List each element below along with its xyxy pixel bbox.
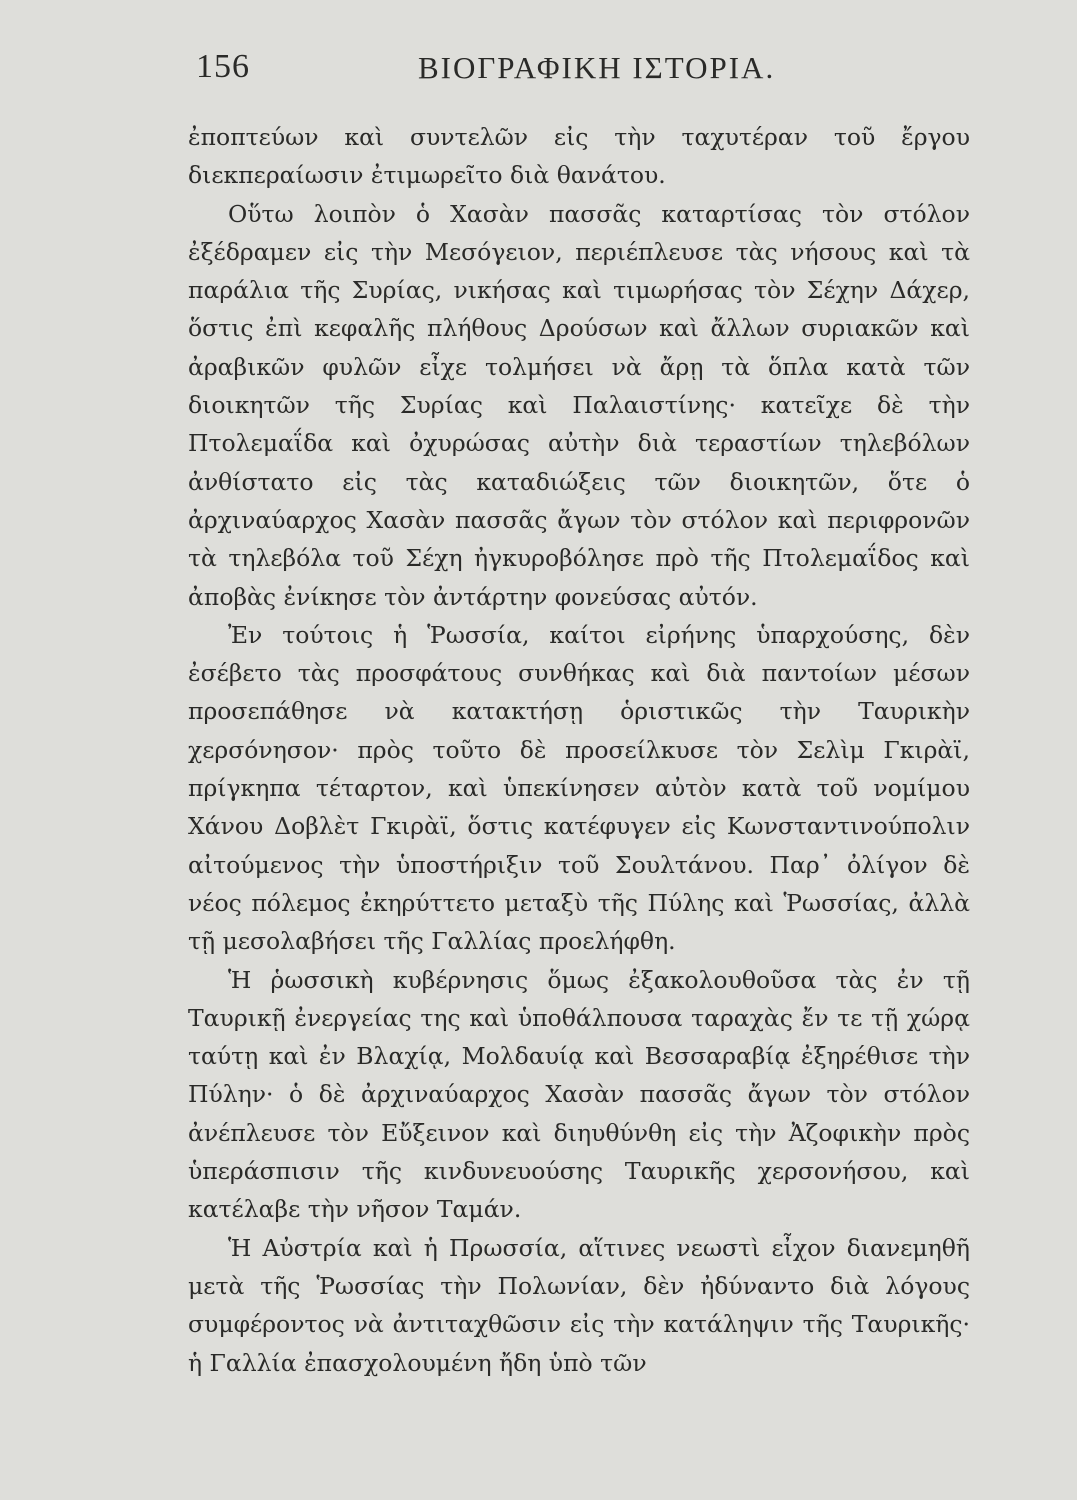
paragraph-austria-prussia: Ἡ Αὐστρία καὶ ἡ Πρωσσία, αἵτινες νεωστὶ εἶχον διανεμηθῆ μετὰ τῆς Ῥωσσίας τὴν Πολωνίαν, δὲν ἠδύναντο διὰ λόγους συμφέροντος νὰ ἀντιταχθῶσιν εἰς τὴν κατάληψιν τῆς Ταυρικῆς· ἡ Γαλλία ἐπασχολουμένη ἤδη ὑπὸ τῶν: [188, 1233, 970, 1377]
page-header: [190, 48, 970, 98]
running-title: ΒΙΟΓΡΑΦΙΚΗ ΙΣΤΟΡΙΑ.: [418, 50, 776, 85]
paragraph-hasan-fleet: Οὕτω λοιπὸν ὁ Χασὰν πασσᾶς καταρτίσας τὸν στόλον ἐξέδραμεν εἰς τὴν Μεσόγειον, περιέπλευσε τὰς νήσους καὶ τὰ παράλια τῆς Συρίας, νικήσας καὶ τιμωρήσας τὸν Σέχην Δάχερ, ὅστις ἐπὶ κεφαλῆς πλήθους Δρούσων καὶ ἄλλων συριακῶν καὶ ἀραβικῶν φυλῶν εἶχε τολμήσει νὰ ἄρῃ τὰ ὅπλα κατὰ τῶν διοικητῶν τῆς Συρίας καὶ Παλαιστίνης· κατεῖχε δὲ τὴν Πτολεμαΐδα καὶ ὀχυρώσας αὐτὴν διὰ τεραστίων τηλεβόλων ἀνθίστατο εἰς τὰς καταδιώξεις τῶν διοικητῶν, ὅτε ὁ ἀρχιναύαρχος Χασὰν πασσᾶς ἄγων τὸν στόλον καὶ περιφρονῶν τὰ τηλεβόλα τοῦ Σέχη ἠγκυροβόλησε πρὸ τῆς Πτολεμαΐδος καὶ ἀποβὰς ἐνίκησε τὸν ἀντάρτην φονεύσας αὐτόν.: [188, 199, 970, 611]
page-number: 156: [196, 48, 250, 85]
body-text: [188, 118, 970, 1382]
paragraph-continuation: ἐποπτεύων καὶ συντελῶν εἰς τὴν ταχυτέραν τοῦ ἔργου διεκπεραίωσιν ἐτιμωρεῖτο διὰ θανάτου.: [188, 123, 970, 190]
paragraph-russia-crimea: Ἐν τούτοις ἡ Ῥωσσία, καίτοι εἰρήνης ὑπαρχούσης, δὲν ἐσέβετο τὰς προσφάτους συνθήκας καὶ διὰ παντοίων μέσων προσεπάθησε νὰ κατακτήσῃ ὁριστικῶς τὴν Ταυρικὴν χερσόνησον· πρὸς τοῦτο δὲ προσείλκυσε τὸν Σελὶμ Γκιρὰϊ, πρίγκηπα τέταρτον, καὶ ὑπεκίνησεν αὐτὸν κατὰ τοῦ νομίμου Χάνου Δοβλὲτ Γκιρὰϊ, ὅστις κατέφυγεν εἰς Κωνσταντινούπολιν αἰτούμενος τὴν ὑποστήριξιν τοῦ Σουλτάνου. Παρ᾽ ὀλίγον δὲ νέος πόλεμος ἐκηρύττετο μεταξὺ τῆς Πύλης καὶ Ῥωσσίας, ἀλλὰ τῇ μεσολαβήσει τῆς Γαλλίας προελήφθη.: [188, 620, 970, 956]
paragraph-russian-government: Ἡ ῥωσσικὴ κυβέρνησις ὅμως ἐξακολουθοῦσα τὰς ἐν τῇ Ταυρικῇ ἐνεργείας της καὶ ὑποθάλπουσα ταραχὰς ἔν τε τῇ χώρᾳ ταύτῃ καὶ ἐν Βλαχίᾳ, Μολδαυίᾳ καὶ Βεσσαραβίᾳ ἐξηρέθισε τὴν Πύλην· ὁ δὲ ἀρχιναύαρχος Χασὰν πασσᾶς ἄγων τὸν στόλον ἀνέπλευσε τὸν Εὔξεινον καὶ διηυθύνθη εἰς τὴν Ἀζοφικὴν πρὸς ὑπεράσπισιν τῆς κινδυνευούσης Ταυρικῆς χερσονήσου, καὶ κατέλαβε τὴν νῆσον Ταμάν.: [188, 965, 970, 1224]
